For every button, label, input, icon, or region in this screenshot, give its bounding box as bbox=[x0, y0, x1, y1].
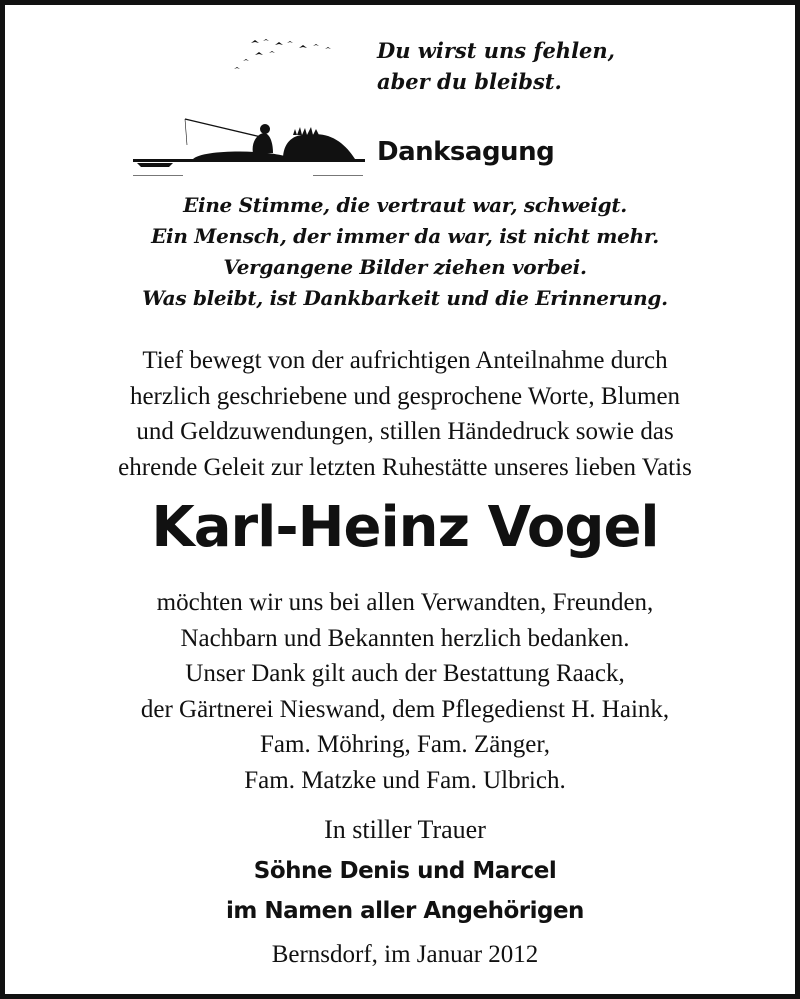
intro-line: herzlich geschriebene und gesprochene Worte, Blumen bbox=[129, 382, 681, 410]
signer-line: Söhne Denis und Marcel bbox=[253, 858, 557, 884]
motto-line: aber du bleibst. bbox=[377, 69, 562, 94]
thanks-line: Nachbarn und Bekannten herzlich bedanken. bbox=[180, 624, 630, 652]
poem-line: Eine Stimme, die vertraut war, schweigt. bbox=[183, 193, 627, 217]
thanks-line: der Gärtnerei Nieswand, dem Pflegedienst H. Haink, bbox=[140, 695, 670, 723]
mourning-line: In stiller Trauer bbox=[324, 815, 486, 844]
poem bbox=[5, 190, 800, 314]
motto-line: Du wirst uns fehlen, bbox=[377, 38, 615, 63]
signers bbox=[5, 851, 800, 931]
intro-line: Tief bewegt von der aufrichtigen Anteilnahme durch bbox=[142, 347, 668, 374]
deceased-name: Karl-Heinz Vogel bbox=[151, 495, 659, 560]
flock-of-birds-icon bbox=[229, 35, 339, 77]
thanks-paragraph bbox=[5, 585, 800, 799]
thanks-line: Fam. Matzke und Fam. Ulbrich. bbox=[244, 766, 566, 794]
intro-line: ehrende Geleit zur letzten Ruhestätte unseres lieben Vatis bbox=[118, 453, 692, 481]
poem-line: Was bleibt, ist Dankbarkeit und die Erinnerung. bbox=[142, 286, 668, 310]
signer-line: im Namen aller Angehörigen bbox=[226, 898, 584, 924]
thanks-line: Unser Dank gilt auch der Bestattung Raack, bbox=[185, 660, 625, 688]
thanks-line: Fam. Möhring, Fam. Zänger, bbox=[260, 731, 550, 759]
poem-line: Vergangene Bilder ziehen vorbei. bbox=[223, 255, 587, 279]
motto bbox=[377, 35, 677, 97]
thanks-line: möchten wir uns bei allen Verwandten, Freunden, bbox=[156, 589, 654, 616]
place-and-date: Bernsdorf, im Januar 2012 bbox=[271, 941, 539, 968]
intro-line: und Geldzuwendungen, stillen Händedruck sowie das bbox=[136, 418, 674, 446]
fisherman-in-boat-icon bbox=[133, 115, 365, 185]
poem-line: Ein Mensch, der immer da war, ist nicht mehr. bbox=[151, 224, 659, 248]
heading-danksagung: Danksagung bbox=[377, 137, 555, 167]
intro-paragraph bbox=[5, 343, 800, 485]
